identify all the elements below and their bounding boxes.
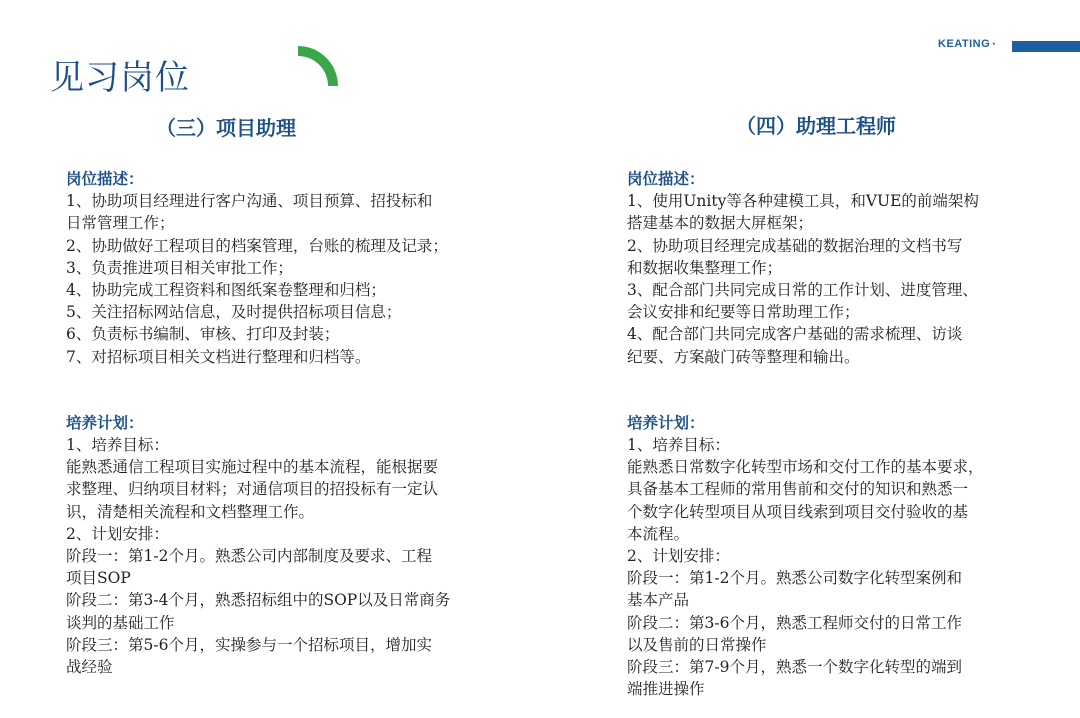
list-item: 7、对招标项目相关文档进行整理和归档等。 bbox=[66, 347, 371, 366]
list-item: 4、协助完成工程资料和图纸案卷整理和归档； bbox=[66, 281, 386, 300]
list-item: 1、培养目标： bbox=[66, 436, 169, 455]
section-title-assistant-engineer: （四）助理工程师 bbox=[736, 114, 896, 138]
list-item: 会议安排和纪要等日常助理工作； bbox=[627, 303, 860, 322]
logo-swoosh-icon: ◔ bbox=[990, 39, 997, 49]
list-item: 2、计划安排： bbox=[66, 524, 169, 543]
company-logo bbox=[938, 38, 996, 50]
list-item: 4、配合部门共同完成客户基础的需求梳理、访谈 bbox=[627, 325, 963, 344]
job-description-list bbox=[627, 190, 1045, 368]
training-plan-heading: 培养计划： bbox=[66, 413, 144, 432]
list-item: 2、计划安排： bbox=[627, 547, 730, 566]
list-item: 具备基本工程师的常用售前和交付的知识和熟悉一 bbox=[627, 480, 969, 499]
list-item: 3、配合部门共同完成日常的工作计划、进度管理、 bbox=[627, 281, 978, 300]
training-plan-list bbox=[627, 434, 1045, 700]
list-item: 2、协助做好工程项目的档案管理，台账的梳理及记录； bbox=[66, 236, 448, 255]
list-item: 能熟悉日常数字化转型市场和交付工作的基本要求， bbox=[627, 458, 984, 477]
training-plan-heading: 培养计划： bbox=[627, 413, 705, 432]
section-title-project-assistant: （三）项目助理 bbox=[156, 116, 296, 140]
logo-text: KEATING bbox=[938, 38, 991, 50]
green-arc-decoration bbox=[296, 44, 342, 88]
assistant-engineer-column bbox=[627, 168, 1045, 700]
list-item: 个数字化转型项目从项目线索到项目交付验收的基 bbox=[627, 502, 969, 521]
training-plan-list bbox=[66, 434, 506, 678]
list-item: 阶段二：第3-4个月，熟悉招标组中的SOP以及日常商务 bbox=[66, 591, 451, 610]
list-item: 2、协助项目经理完成基础的数据治理的文档书写 bbox=[627, 236, 963, 255]
list-item: 本流程。 bbox=[627, 524, 690, 543]
page-title: 见习岗位 bbox=[50, 58, 190, 98]
list-item: 端推进操作 bbox=[627, 680, 705, 699]
list-item: 1、使用Unity等各种建模工具，和VUE的前端架构 bbox=[627, 192, 979, 211]
list-item: 阶段二：第3-6个月，熟悉工程师交付的日常工作 bbox=[627, 613, 962, 632]
spacer bbox=[627, 368, 1045, 412]
list-item: 阶段三：第7-9个月，熟悉一个数字化转型的端到 bbox=[627, 658, 962, 677]
job-description-heading: 岗位描述： bbox=[627, 170, 705, 188]
list-item: 搭建基本的数据大屏框架； bbox=[627, 214, 814, 233]
list-item: 识，清楚相关流程和文档整理工作。 bbox=[66, 502, 315, 521]
list-item: 3、负责推进项目相关审批工作； bbox=[66, 258, 293, 277]
list-item: 阶段三：第5-6个月，实操参与一个招标项目，增加实 bbox=[66, 635, 432, 654]
list-item: 5、关注招标网站信息，及时提供招标项目信息； bbox=[66, 303, 402, 322]
list-item: 谈判的基础工作 bbox=[66, 613, 175, 632]
list-item: 以及售前的日常操作 bbox=[627, 635, 767, 654]
list-item: 能熟悉通信工程项目实施过程中的基本流程，能根据要 bbox=[66, 458, 439, 477]
list-item: 6、负责标书编制、审核、打印及封装； bbox=[66, 325, 340, 344]
list-item: 1、培养目标： bbox=[627, 436, 730, 455]
list-item: 求整理、归纳项目材料；对通信项目的招投标有一定认 bbox=[66, 480, 439, 499]
list-item: 项目SOP bbox=[66, 569, 131, 588]
list-item: 战经验 bbox=[66, 658, 113, 677]
list-item: 基本产品 bbox=[627, 591, 690, 610]
list-item: 纪要、方案敲门砖等整理和输出。 bbox=[627, 347, 860, 366]
list-item: 阶段一：第1-2个月。熟悉公司数字化转型案例和 bbox=[627, 569, 962, 588]
list-item: 和数据收集整理工作； bbox=[627, 258, 783, 277]
list-item: 日常管理工作； bbox=[66, 214, 175, 233]
list-item: 阶段一：第1-2个月。熟悉公司内部制度及要求、工程 bbox=[66, 547, 432, 566]
project-assistant-column bbox=[66, 168, 506, 678]
list-item: 1、协助项目经理进行客户沟通、项目预算、招投标和 bbox=[66, 192, 433, 211]
job-description-list bbox=[66, 190, 506, 368]
spacer bbox=[66, 368, 506, 412]
header-accent-bar bbox=[1012, 41, 1080, 52]
job-description-heading: 岗位描述： bbox=[66, 170, 144, 188]
